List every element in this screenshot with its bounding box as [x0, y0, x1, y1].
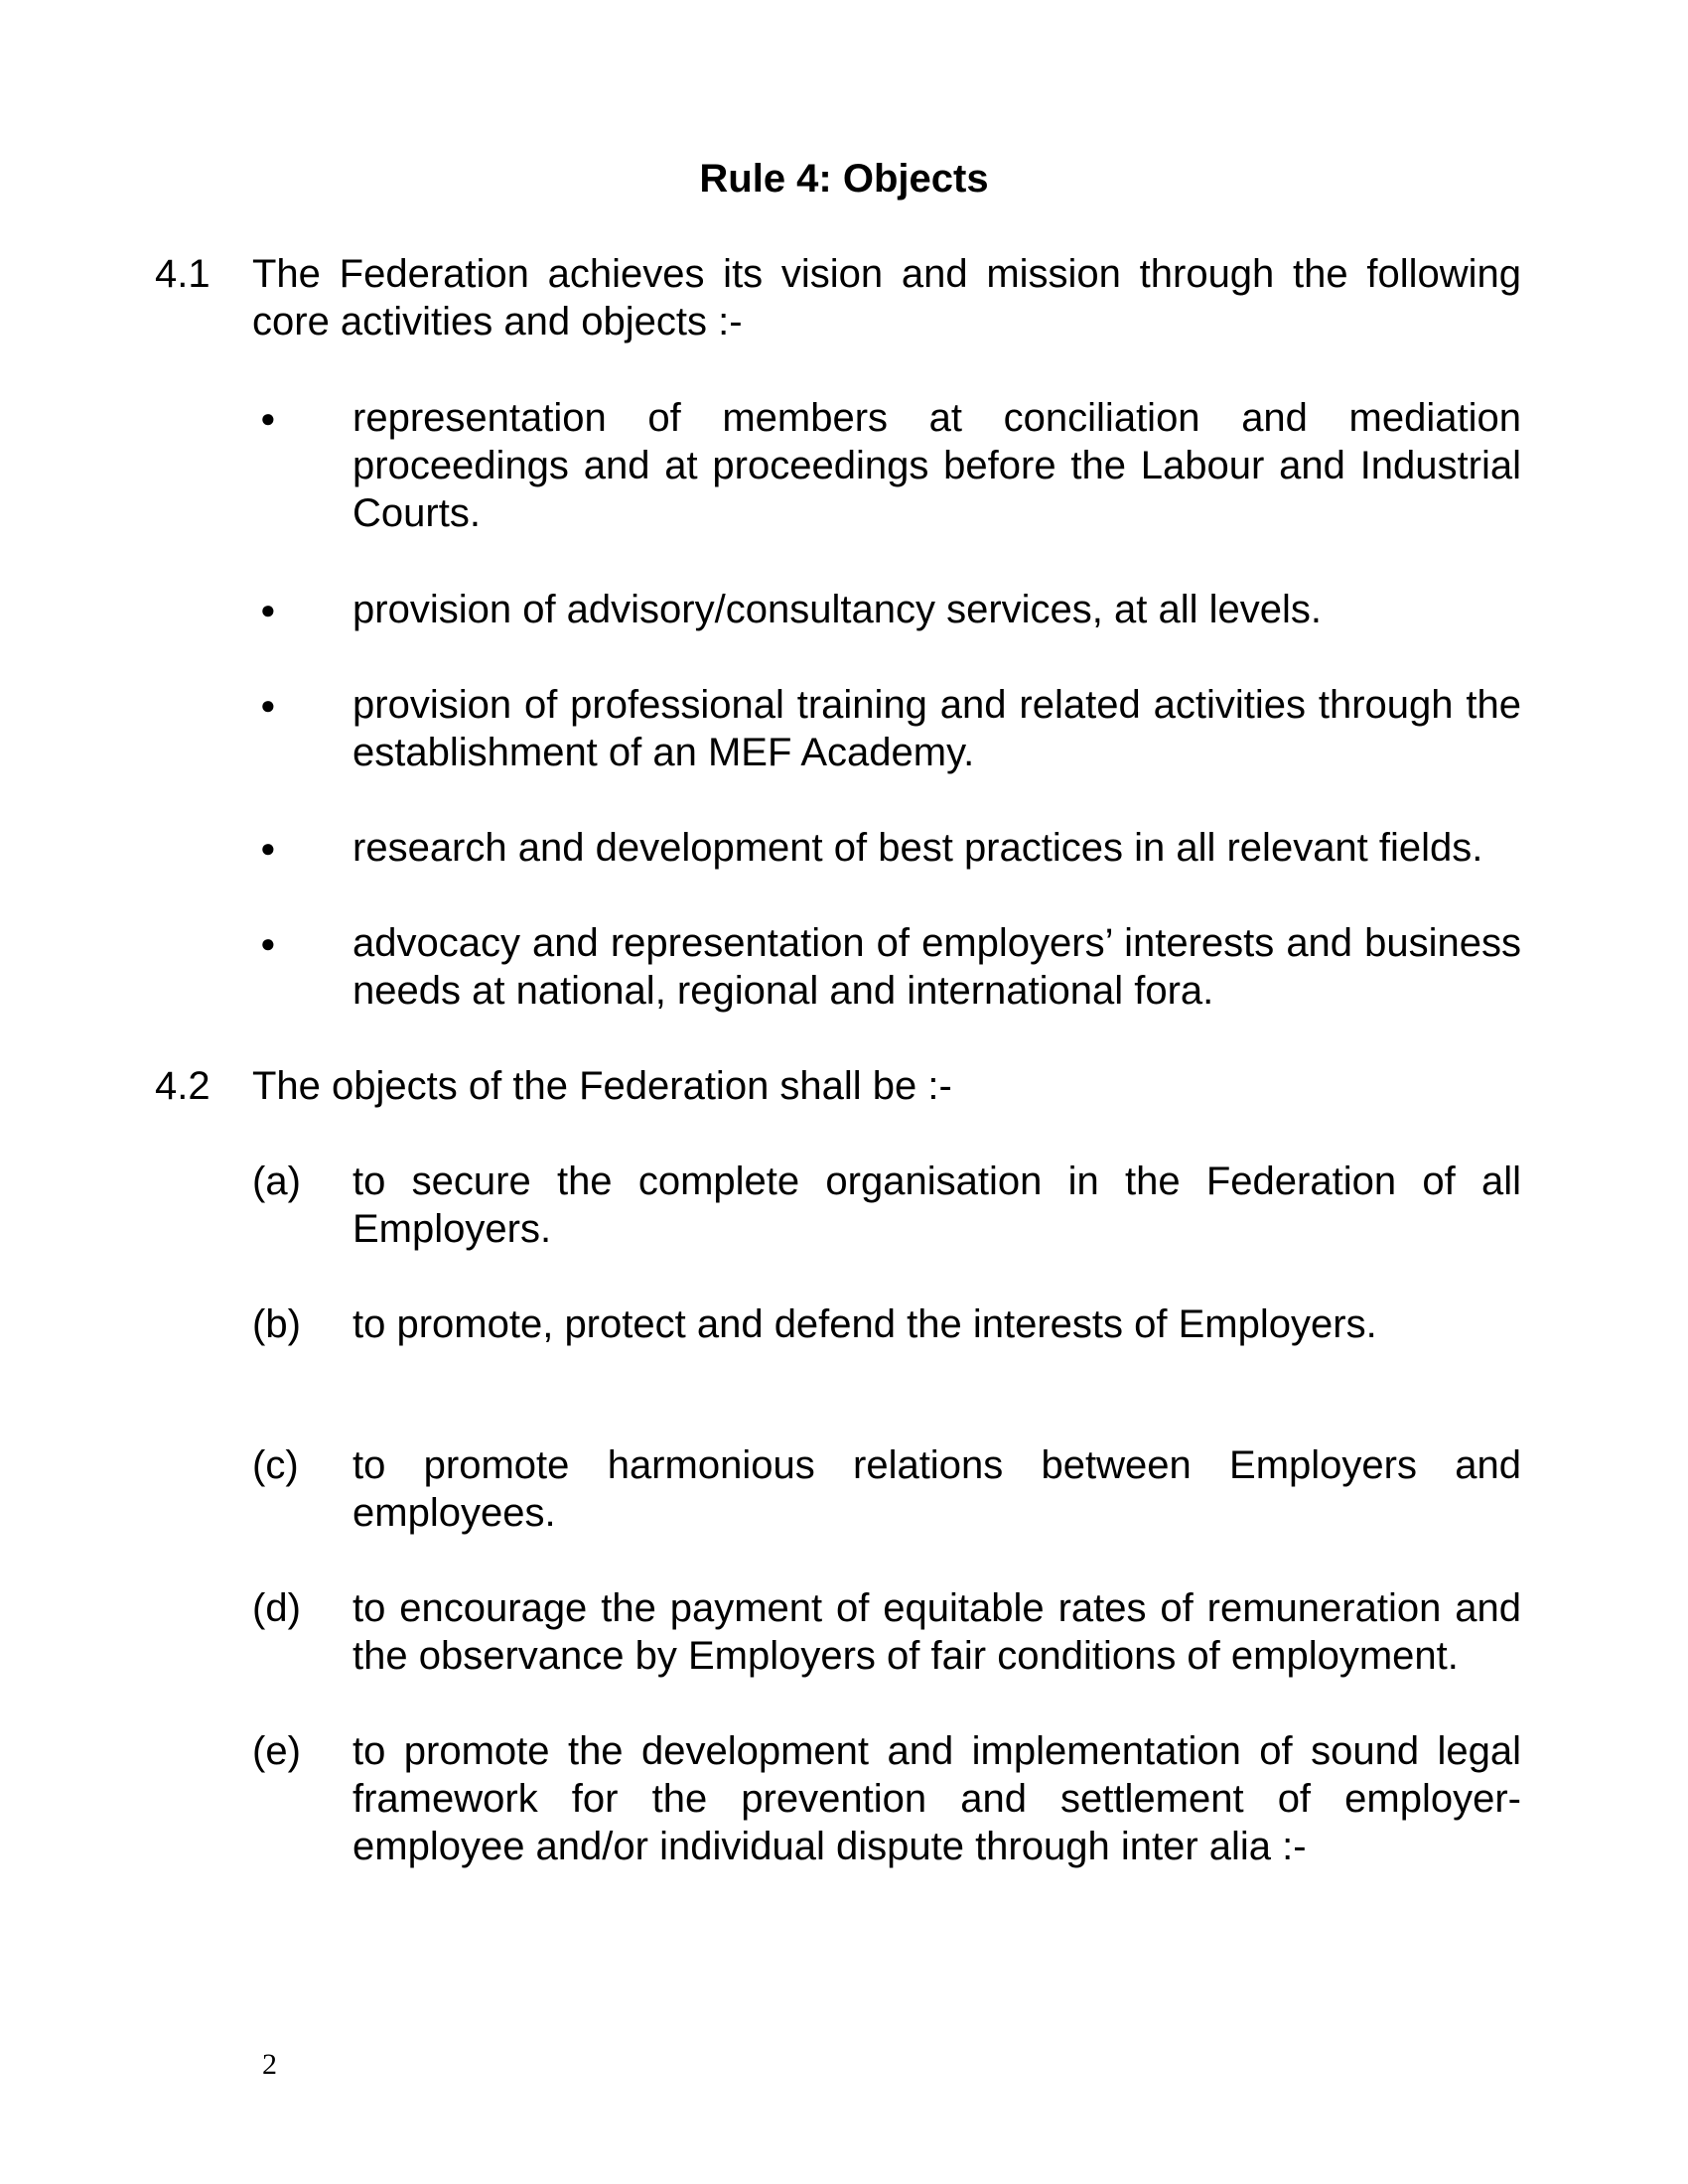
- bullet-item-text: research and development of best practices in all relevant fields.: [352, 826, 1483, 870]
- page-title: Rule 4: Objects: [699, 157, 989, 201]
- section-heading-text: The Federation achieves its vision and mission through the following core activities and objects :-: [252, 252, 1521, 343]
- bullet-item-text: provision of advisory/consultancy services, at all levels.: [352, 588, 1322, 631]
- bullet-item-text: representation of members at conciliation and mediation proceedings and at proceedings before the Labour and Industrial Courts.: [352, 396, 1521, 535]
- list-item-text: to promote, protect and defend the interests of Employers.: [352, 1302, 1377, 1346]
- list-item-text: to secure the complete organisation in the Federation of all Employers.: [352, 1160, 1521, 1251]
- bullet-item-text: provision of professional training and related activities through the establishment of an MEF Academy.: [352, 683, 1521, 774]
- list-item-text: to promote the development and implementation of sound legal framework for the prevention and settlement of employer-employee and/or individual dispute through inter alia :-: [352, 1729, 1521, 1868]
- section-number: 4.2: [155, 1064, 211, 1108]
- page-number: 2: [262, 2048, 277, 2081]
- bullet-icon: ●: [260, 928, 276, 958]
- bullet-icon: ●: [260, 403, 276, 433]
- item-label: (d): [252, 1586, 301, 1630]
- bullet-icon: ●: [260, 690, 276, 720]
- item-label: (a): [252, 1160, 301, 1203]
- list-item-text: to encourage the payment of equitable rates of remuneration and the observance by Employers of fair conditions of employment.: [352, 1586, 1521, 1678]
- item-label: (b): [252, 1302, 301, 1346]
- section-heading-text: The objects of the Federation shall be :-: [252, 1064, 952, 1108]
- item-label: (c): [252, 1443, 299, 1487]
- section-number: 4.1: [155, 252, 211, 296]
- item-label: (e): [252, 1729, 301, 1773]
- bullet-icon: ●: [260, 595, 276, 624]
- bullet-icon: ●: [260, 833, 276, 863]
- bullet-item-text: advocacy and representation of employers’ interests and business needs at national, regional and international fora.: [352, 921, 1521, 1013]
- list-item-text: to promote harmonious relations between Employers and employees.: [352, 1443, 1521, 1535]
